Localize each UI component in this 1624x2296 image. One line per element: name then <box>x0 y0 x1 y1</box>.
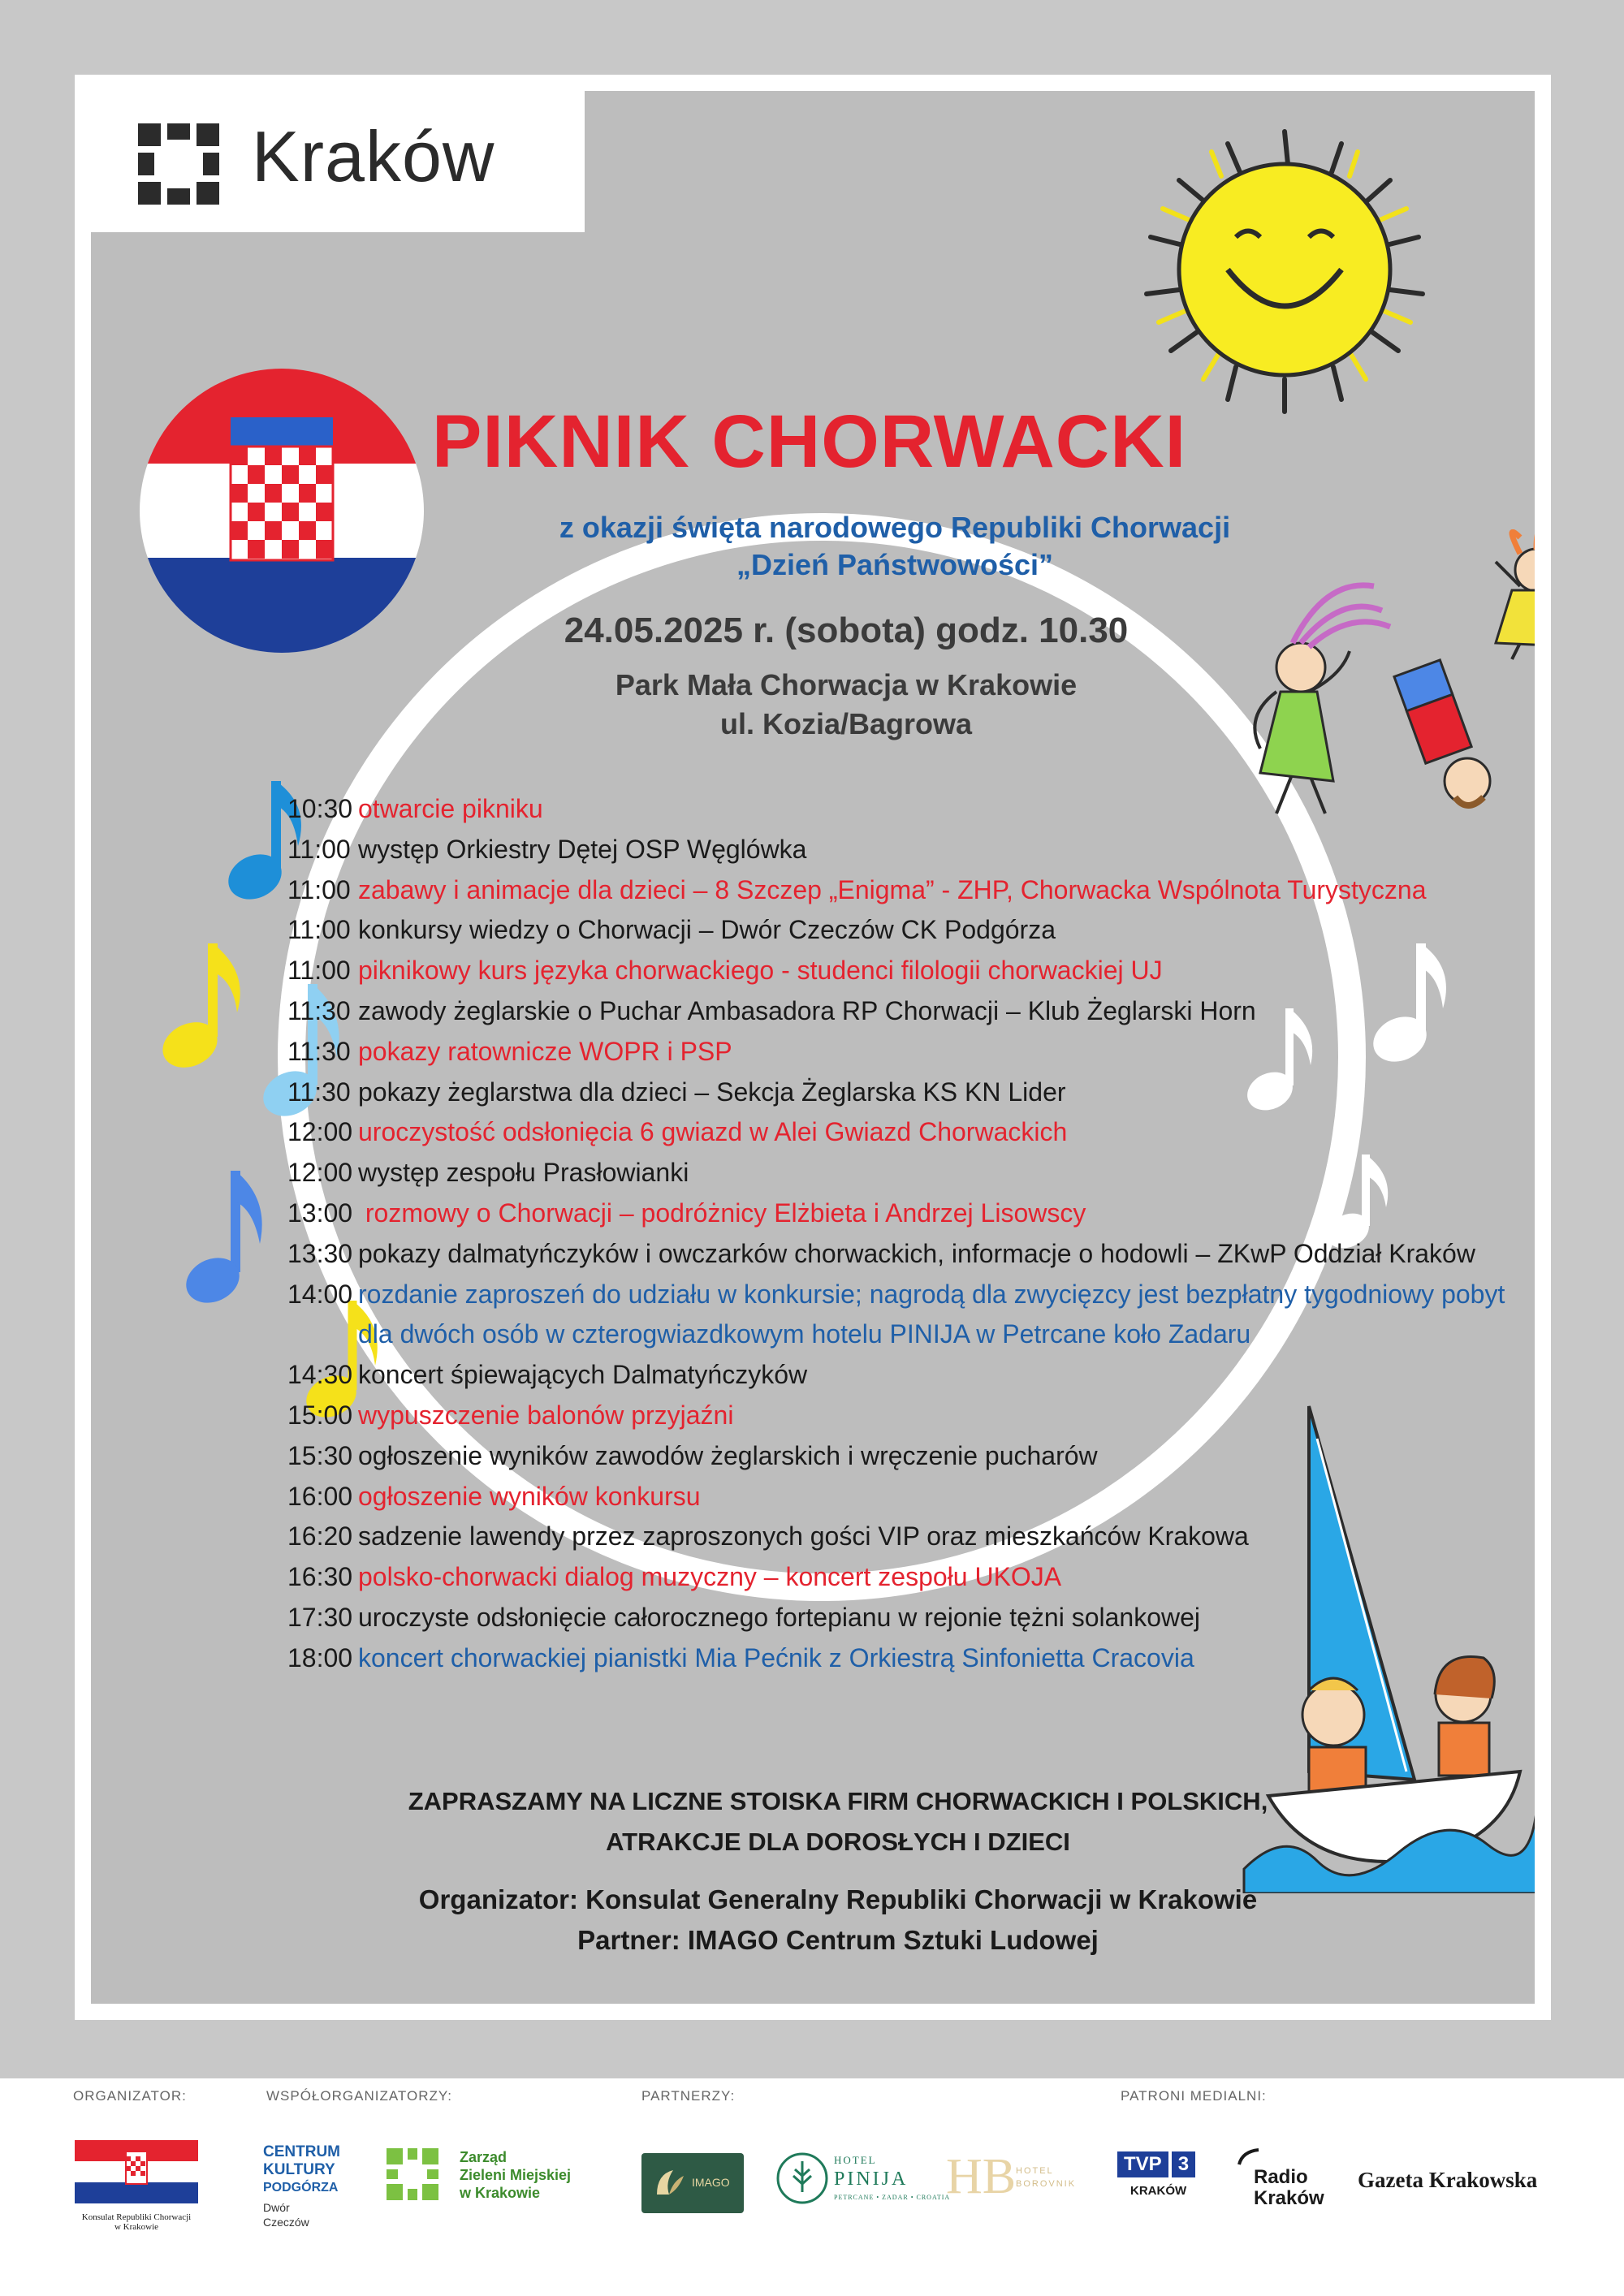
pinija-line: PETRCANE • ZADAR • CROATIA <box>834 2194 951 2201</box>
program-desc: pokazy ratownicze WOPR i PSP <box>358 1036 732 1066</box>
place-line: ul. Kozia/Bagrowa <box>719 707 973 740</box>
radio-krakow-logo <box>1237 2148 1324 2209</box>
consulate-logo <box>75 2140 198 2232</box>
sponsors-footer <box>0 2078 1624 2296</box>
program-desc: koncert chorwackiej pianistki Mia Pećnik z Orkiestrą Sinfonietta Cracovia <box>358 1642 1194 1672</box>
centrum-line: CENTRUM <box>263 2143 340 2160</box>
zzm-logo <box>387 2148 572 2204</box>
program-time: 11:30 <box>287 1036 351 1066</box>
caption-media: PATRONI MEDIALNI: <box>1121 2088 1267 2104</box>
program-time: 11:30 <box>287 1077 351 1107</box>
consulate-name: Konsulat Republiki Chorwacji <box>81 2212 192 2222</box>
program-time: 13:30 <box>287 1238 353 1268</box>
program-time: 14:00 <box>287 1279 353 1309</box>
borovnik-line: BOROVNIK <box>1016 2179 1077 2189</box>
tvp-number: 3 <box>1172 2151 1195 2177</box>
music-note-icon <box>172 1163 278 1317</box>
invite-line: ZAPRASZAMY NA LICZNE STOISKA FIRM CHORWACKICH I POLSKICH, <box>408 1787 1268 1815</box>
centrum-kultury-logo <box>263 2143 340 2229</box>
event-date: 24.05.2025 r. (sobota) godz. 10.30 <box>564 611 1129 650</box>
imago-logo <box>641 2153 744 2213</box>
radio-line: Kraków <box>1254 2187 1324 2209</box>
program-desc: konkursy wiedzy o Chorwacji – Dwór Czeczów CK Podgórza <box>358 915 1056 945</box>
caption-organizer: ORGANIZATOR: <box>73 2088 187 2104</box>
program-time: 11:00 <box>287 874 351 904</box>
borovnik-monogram-icon: HB <box>946 2149 1017 2204</box>
radio-line: Radio <box>1254 2166 1308 2188</box>
imago-logo-icon <box>653 2166 685 2199</box>
program-time: 15:00 <box>287 1400 353 1430</box>
centrum-line: KULTURY <box>263 2161 335 2178</box>
program-desc: sadzenie lawendy przez zaproszonych gości VIP oraz mieszkańców Krakowa <box>358 1521 1249 1552</box>
organizer-info <box>270 1880 1406 1961</box>
program-desc: koncert śpiewających Dalmatyńczyków <box>358 1360 808 1390</box>
program-time: 15:30 <box>287 1440 353 1470</box>
program-desc: rozdanie zaproszeń do udziału w konkursie; nagrodą dla zwycięzcy jest bezpłatny tygodniowy pobyt <box>358 1279 1505 1309</box>
centrum-line: PODGÓRZA <box>263 2181 339 2195</box>
croatia-flag-icon <box>75 2140 198 2203</box>
program-row <box>287 1032 1551 1072</box>
radio-wave-icon <box>1237 2148 1260 2166</box>
program-desc: uroczyste odsłonięcie całorocznego fortepianu w rejonie tężni solankowej <box>358 1602 1201 1632</box>
krakow-logo-icon <box>138 123 219 205</box>
gazeta-krakowska-logo: Gazeta Krakowska <box>1358 2168 1538 2192</box>
program-time: 10:30 <box>287 794 353 823</box>
hotel-borovnik-logo <box>946 2148 1092 2213</box>
pinija-line: HOTEL <box>834 2154 877 2166</box>
program-time: 14:30 <box>287 1360 353 1390</box>
program-row <box>287 1153 1551 1193</box>
program-time: 11:00 <box>287 915 351 945</box>
program-time: 17:30 <box>287 1602 353 1632</box>
partner-line: Partner: IMAGO Centrum Sztuki Ludowej <box>577 1925 1099 1955</box>
centrum-line: Czeczów <box>263 2216 309 2229</box>
zzm-line: w Krakowie <box>460 2185 541 2201</box>
program-row <box>287 951 1551 991</box>
zzm-line: Zieleni Miejskiej <box>460 2167 572 2183</box>
program-row <box>287 870 1551 911</box>
program-time: 11:00 <box>287 956 351 986</box>
pinija-line: PINIJA <box>834 2169 909 2190</box>
subtitle-line: z okazji święta narodowego Republiki Chorwacji <box>559 511 1231 544</box>
program-row <box>287 1072 1551 1113</box>
program-desc: zabawy i animacje dla dzieci – 8 Szczep „Enigma” - ZHP, Chorwacka Wspólnota Turystyczna <box>358 874 1427 904</box>
consulate-city: w Krakowie <box>114 2222 159 2232</box>
program-time: 16:20 <box>287 1521 353 1552</box>
program-desc: rozmowy o Chorwacji – podróżnicy Elżbieta i Andrzej Lisowscy <box>358 1198 1086 1228</box>
program-row-continuation <box>287 1314 1551 1355</box>
place-line: Park Mała Chorwacja w Krakowie <box>615 668 1078 701</box>
tvp-city: KRAKÓW <box>1130 2184 1187 2198</box>
program-time: 12:00 <box>287 1117 353 1147</box>
program-row <box>287 1193 1551 1234</box>
program-time: 18:00 <box>287 1642 353 1672</box>
program-desc: uroczystość odsłonięcia 6 gwiazd w Alei Gwiazd Chorwackich <box>358 1117 1068 1147</box>
program-row <box>287 789 1551 830</box>
event-place <box>318 666 1374 744</box>
program-time: 11:30 <box>287 995 351 1025</box>
invite-line: ATRAKCJE DLA DOROSŁYCH I DZIECI <box>606 1828 1070 1856</box>
program-desc: występ zespołu Prasłowianki <box>358 1158 689 1188</box>
invitation-text <box>270 1781 1406 1862</box>
caption-partners: PARTNERZY: <box>641 2088 736 2104</box>
program-row <box>287 1112 1551 1153</box>
program-time: 11:00 <box>287 834 351 864</box>
program-desc: występ Orkiestry Dętej OSP Węglówka <box>358 834 807 864</box>
subtitle-line: „Dzień Państwowości” <box>736 548 1054 581</box>
program-desc: ogłoszenie wyników zawodów żeglarskich i wręczenie pucharów <box>358 1440 1098 1470</box>
krakow-logo <box>91 91 585 232</box>
tvp3-krakow-logo <box>1117 2151 1215 2198</box>
pinija-logo-icon <box>775 2151 829 2205</box>
program-row <box>287 991 1551 1032</box>
program-row <box>287 1234 1551 1275</box>
krakow-logo-text: Kraków <box>252 116 495 196</box>
program-desc: wypuszczenie balonów przyjaźni <box>358 1400 734 1430</box>
program-desc: piknikowy kurs języka chorwackiego - studenci filologii chorwackiej UJ <box>358 956 1163 986</box>
hotel-pinija-logo <box>775 2151 951 2209</box>
program-desc: polsko-chorwacki dialog muzyczny – koncert zespołu UKOJA <box>358 1562 1062 1592</box>
centrum-line: Dwór <box>263 2201 290 2214</box>
program-time: 16:30 <box>287 1562 353 1592</box>
program-desc: dla dwóch osób w czterogwiazdkowym hotelu PINIJA w Petrcane koło Zadaru <box>358 1319 1251 1349</box>
program-desc: otwarcie pikniku <box>358 794 543 823</box>
event-title: PIKNIK CHORWACKI <box>432 400 1187 483</box>
program-row <box>287 830 1551 870</box>
program-row <box>287 910 1551 951</box>
program-time: 12:00 <box>287 1158 353 1188</box>
tvp-text: TVP <box>1117 2151 1168 2177</box>
organizer-line: Organizator: Konsulat Generalny Republiki Chorwacji w Krakowie <box>418 1884 1258 1914</box>
caption-coorganizers: WSPÓŁORGANIZATORZY: <box>266 2088 453 2104</box>
poster <box>75 75 1551 2020</box>
program-desc: pokazy żeglarstwa dla dzieci – Sekcja Żeglarska KS KN Lider <box>358 1077 1066 1107</box>
imago-text: IMAGO <box>692 2176 730 2189</box>
program-time: 13:00 <box>287 1198 353 1228</box>
program-desc: pokazy dalmatyńczyków i owczarków chorwackich, informacje o hodowli – ZKwP Oddział Kraków <box>358 1238 1475 1268</box>
zzm-line: Zarząd <box>460 2149 508 2165</box>
program-time: 16:00 <box>287 1481 353 1511</box>
zzm-logo-icon <box>387 2148 438 2200</box>
program-row <box>287 1275 1551 1315</box>
program-desc: zawody żeglarskie o Puchar Ambasadora RP Chorwacji – Klub Żeglarski Horn <box>358 995 1256 1025</box>
music-note-icon <box>148 935 261 1081</box>
program-desc: ogłoszenie wyników konkursu <box>358 1481 701 1511</box>
borovnik-line: HOTEL <box>1016 2166 1054 2176</box>
